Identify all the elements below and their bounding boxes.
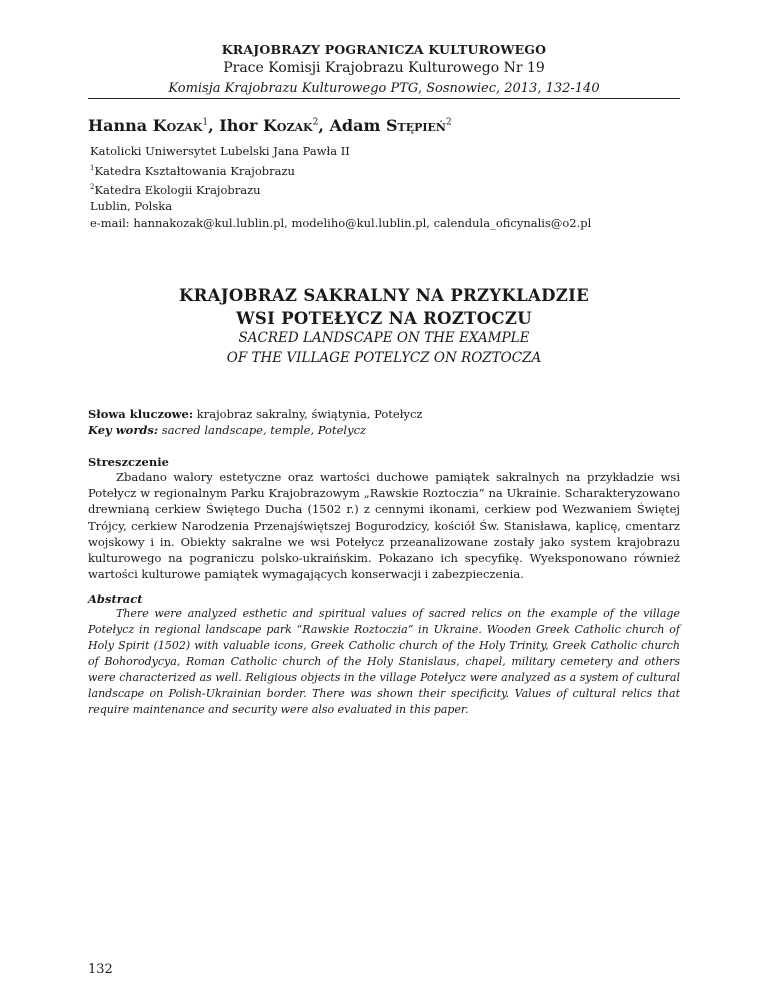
author-2: Ihor Kozak$^2$, xyxy=(219,116,330,135)
keywords-block xyxy=(88,406,422,438)
author-list xyxy=(88,116,452,135)
abstract-section xyxy=(88,592,680,718)
keywords-en: Key words: sacred landscape, temple, Potelycz xyxy=(88,423,367,437)
affiliation-block xyxy=(90,143,591,232)
affiliation-university: Katolicki Uniwersytet Lubelski Jana Pawła II xyxy=(90,144,350,158)
affiliation-city: Lublin, Polska xyxy=(90,199,173,214)
paper-title-en: SACRED LANDSCAPE ON THE EXAMPLE OF THE VILLAGE POTELYCZ ON ROZTOCZA xyxy=(226,330,542,366)
abstract-heading: Abstract xyxy=(88,592,143,606)
journal-publisher: Komisja Krajobrazu Kulturowego PTG, Sosnowiec, 2013, 132-140 xyxy=(168,81,600,96)
journal-series: KRAJOBRAZY POGRANICZA KULTUROWEGO xyxy=(221,42,547,57)
affiliation-email[interactable]: e-mail: hannakozak@kul.lublin.pl, modeliho@kul.lublin.pl, calendula_oficynalis@o2.pl xyxy=(90,216,592,231)
streszczenie-heading: Streszczenie xyxy=(88,455,169,469)
header-rule xyxy=(88,98,680,99)
affiliation-dept-1: $^1$Katedra Kształtowania Krajobrazu xyxy=(90,163,295,178)
streszczenie-text: Zbadano walory estetyczne oraz wartości duchowe pamiątek sakralnych na przykładzie wsi Potełycz w regionalnym Parku Krajobrazowym „Rawskie Roztoczia” na Ukrainie. Scharakteryzowano drewnianą cerkiew Świętego Ducha (1502 r.) z cennymi ikonami, cerkiew pod Wezwaniem Świętej Trójcy, cerkiew Narodzenia Przenajświętszej Bogurodzicy, kościół Św. Stanisława, kaplicę, cmentarz wojskowy i in. Obiekty sakralne we wsi Potełycz przeanalizowane zostały jako system krajobrazu kulturowego na pograniczu polsko-ukraińskim. Pokazano ich specyfikę. Wyeksponowano również wartości kulturowe pamiątek wymagających konserwacji i zabezpieczenia. xyxy=(88,470,680,582)
keywords-pl: Słowa kluczowe: krajobraz sakralny, świątynia, Potełycz xyxy=(88,407,423,421)
author-1: Hanna Kozak$^1$, xyxy=(88,116,220,135)
affiliation-dept-2: $^2$Katedra Ekologii Krajobrazu xyxy=(90,182,261,197)
paper-title-pl: KRAJOBRAZ SAKRALNY NA PRZYKLADZIE WSI POTEŁYCZ NA ROZTOCZU xyxy=(179,286,589,328)
author-3: Adam Stępień$^2$ xyxy=(329,116,452,135)
journal-volume: Prace Komisji Krajobrazu Kulturowego Nr 19 xyxy=(223,60,545,76)
abstract-text: There were analyzed esthetic and spiritual values of sacred relics on the example of the village Potełycz in regional landscape park “Rawskie Roztoczia” in Ukraine. Wooden Greek Catholic church of Holy Spirit (1502) with valuable icons, Greek Catholic church of the Holy Trinity, Greek Catholic church of Bohorodycya, Roman Catholic church of the Holy Stanislaus, chapel, military cemetery and others were characterized as well. Religious objects in the village Potełycz were analyzed as a system of cultural landscape on Polish-Ukrainian border. There was shown their specificity. Values of cultural relics that require maintenance and security were also evaluated in this paper. xyxy=(88,607,680,716)
page-number: 132 xyxy=(88,962,113,977)
streszczenie-section xyxy=(88,455,680,582)
